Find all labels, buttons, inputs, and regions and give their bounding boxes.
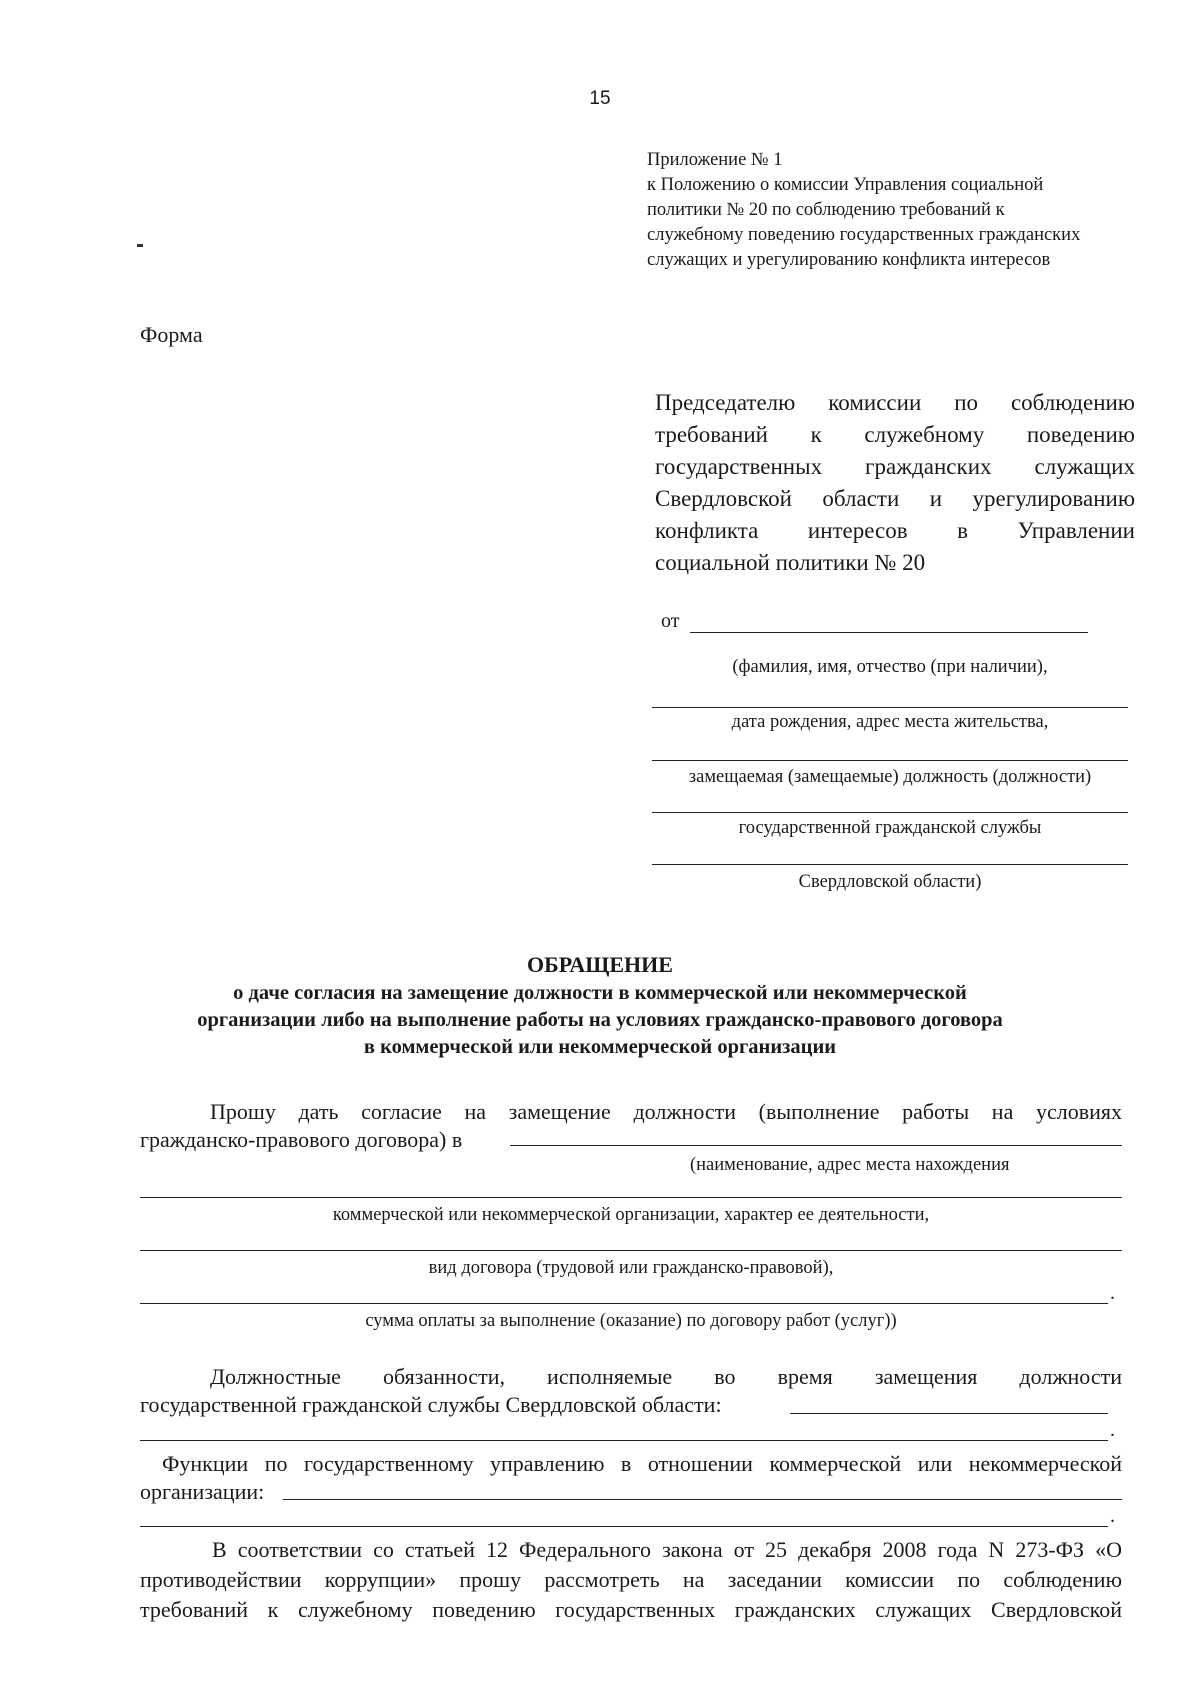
final-line: противодействии коррупции» прошу рассмотреть на заседании комиссии по соблюдению [140, 1567, 1122, 1592]
request-caption: (наименование, адрес места нахождения [690, 1155, 1010, 1175]
appendix-line: служебному поведению государственных гражданских [647, 225, 1081, 245]
addressee-line: социальной политики № 20 [655, 550, 926, 575]
appendix-line: политики № 20 по соблюдению требований к [647, 200, 1005, 220]
addressee-block [655, 387, 1135, 579]
addressee-line: конфликта интересов в Управлении [655, 518, 1135, 543]
addressee-line: требований к служебному поведению [655, 422, 1135, 447]
duties-paragraph [140, 1363, 1122, 1419]
addressee-line: Председателю комиссии по соблюдению [655, 390, 1135, 415]
request-caption: вид договора (трудовой или гражданско-правовой), [428, 1258, 834, 1278]
appendix-note [647, 148, 1080, 273]
appendix-line: служащих и урегулированию конфликта интересов [647, 250, 1051, 270]
fill-line[interactable] [140, 1303, 1108, 1304]
fill-line[interactable] [140, 1197, 1122, 1198]
from-label: от [661, 610, 680, 632]
from-caption: замещаемая (замещаемые) должность (должности) [688, 767, 1092, 787]
functions-line: Функции по государственному управлению в отношении коммерческой или некоммерческой [162, 1451, 1122, 1476]
duties-line: государственной гражданской службы Свердловской области: [140, 1392, 722, 1417]
functions-fill-line[interactable] [283, 1499, 1122, 1500]
fill-line[interactable] [652, 760, 1128, 761]
fill-line[interactable] [652, 864, 1128, 865]
addressee-line: государственных гражданских служащих [655, 454, 1135, 479]
from-caption: дата рождения, адрес места жительства, [731, 712, 1049, 732]
from-caption: Свердловской области) [798, 872, 982, 892]
fill-line[interactable] [140, 1250, 1122, 1251]
from-caption: государственной гражданской службы [738, 818, 1042, 838]
fill-line[interactable] [140, 1440, 1108, 1441]
functions-paragraph [140, 1450, 1122, 1506]
from-fill-line[interactable] [690, 632, 1088, 633]
request-line: Прошу дать согласие на замещение должности (выполнение работы на условиях [210, 1099, 1122, 1124]
scan-mark [137, 244, 143, 247]
form-label: Форма [140, 322, 203, 347]
organization-fill-line[interactable] [510, 1145, 1122, 1146]
document-title [0, 950, 1200, 1061]
functions-line: организации: [140, 1479, 265, 1504]
from-caption: (фамилия, имя, отчество (при наличии), [732, 657, 1048, 677]
period: . [1110, 1282, 1115, 1304]
final-line: требований к служебному поведению государственных гражданских служащих Свердловской [140, 1597, 1122, 1622]
fill-line[interactable] [140, 1526, 1108, 1527]
title-heading: ОБРАЩЕНИЕ [527, 952, 673, 977]
period: . [1110, 1505, 1115, 1527]
final-paragraph [140, 1535, 1122, 1625]
title-subtitle-line: организации либо на выполнение работы на условиях гражданско-правового договора [197, 1009, 1003, 1031]
appendix-line: к Положению о комиссии Управления социальной [647, 175, 1044, 195]
request-line: гражданско-правового договора) в [140, 1127, 463, 1152]
period: . [1110, 1419, 1115, 1441]
title-subtitle-line: о даче согласия на замещение должности в коммерческой или некоммерческой [233, 982, 967, 1004]
fill-line[interactable] [652, 812, 1128, 813]
page-number: 15 [589, 88, 611, 109]
duties-line: Должностные обязанности, исполняемые во время замещения должности [210, 1364, 1122, 1389]
addressee-line: Свердловской области и урегулированию [655, 486, 1135, 511]
final-line: В соответствии со статьей 12 Федерального закона от 25 декабря 2008 года N 273-ФЗ «О [212, 1537, 1122, 1562]
appendix-line: Приложение № 1 [647, 150, 783, 170]
duties-fill-line[interactable] [790, 1413, 1108, 1414]
request-caption: сумма оплаты за выполнение (оказание) по договору работ (услуг)) [365, 1311, 897, 1331]
fill-line[interactable] [652, 707, 1128, 708]
request-caption: коммерческой или некоммерческой организации, характер ее деятельности, [332, 1205, 930, 1225]
title-subtitle-line: в коммерческой или некоммерческой организации [363, 1036, 837, 1058]
